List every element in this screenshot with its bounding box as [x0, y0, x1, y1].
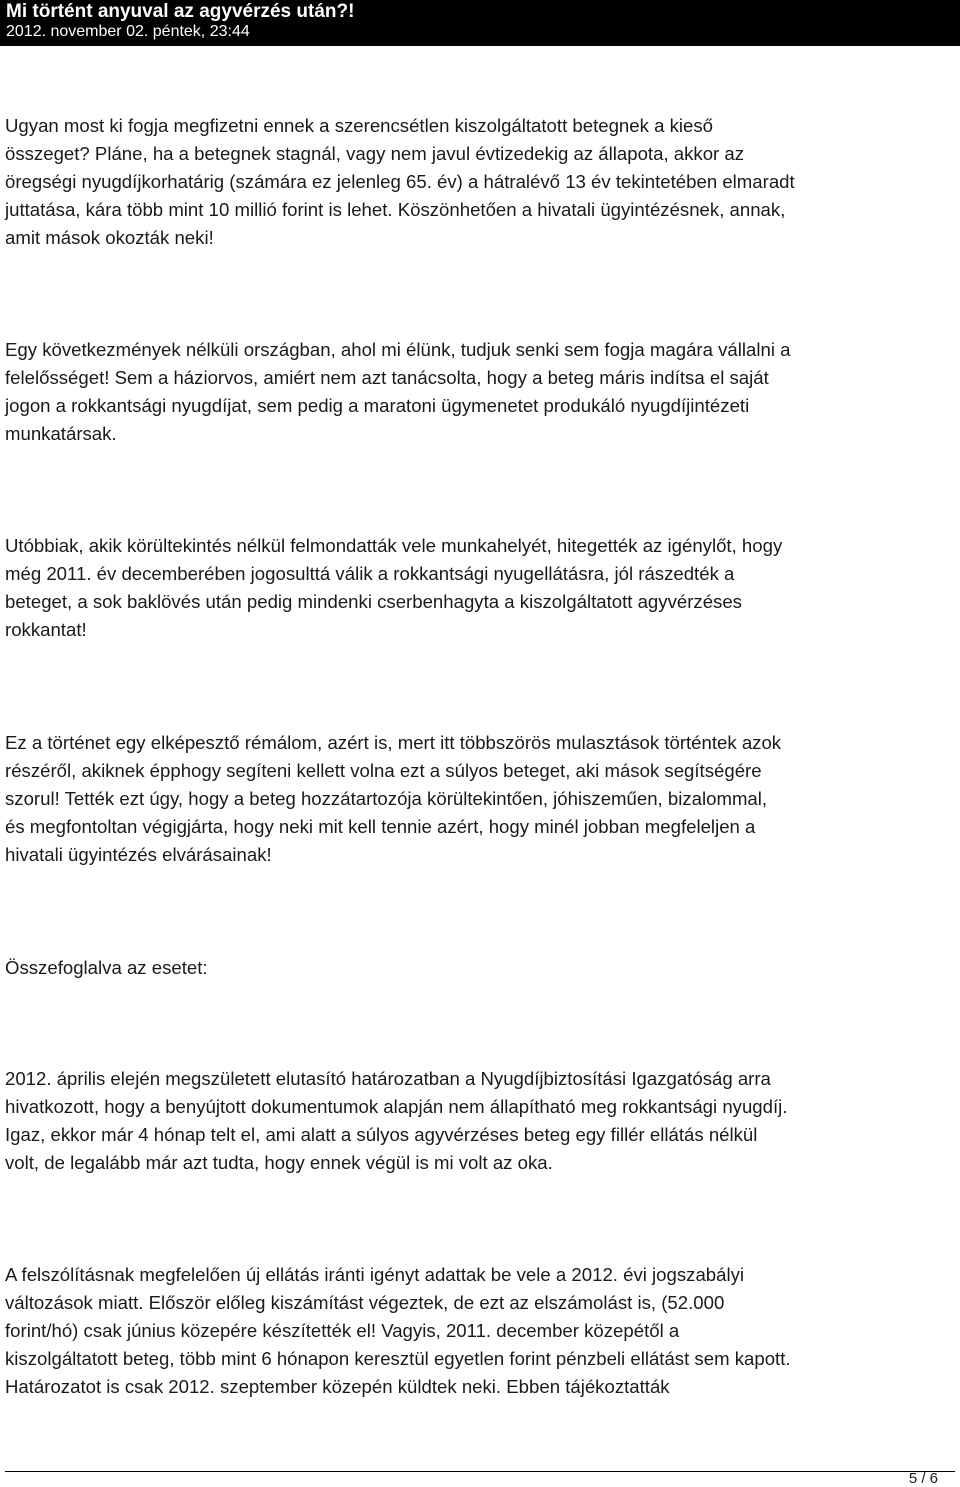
- paragraph-3: Utóbbiak, akik körültekintés nélkül felmondatták vele munkahelyét, hitegették az igénylőt, hogy még 2011. év decemberében jogosulttá válik a rokkantsági nyugellátásra, jól rászedték a beteget, a sok baklövés után pedig mindenki cserbenhagyta a kiszolgáltatott agyvérzéses rokkantat!: [5, 535, 783, 640]
- page-number: 5 / 6: [908, 1470, 938, 1487]
- article-title: Mi történt anyuval az agyvérzés után?!: [6, 1, 355, 22]
- footer-divider: [5, 1471, 955, 1472]
- page-header: [0, 0, 960, 46]
- paragraph-2: Egy következmények nélküli országban, ahol mi élünk, tudjuk senki sem fogja magára vállalni a felelősséget! Sem a háziorvos, amiért nem azt tanácsolta, hogy a beteg máris indítsa el saját jogon a rokkantsági nyugdíjat, sem pedig a maratoni ügymenetet produkáló nyugdíjintézeti munkatársak.: [5, 339, 791, 444]
- paragraph-5: 2012. április elején megszületett elutasító határozatban a Nyugdíjbiztosítási Igazgatóság arra hivatkozott, hogy a benyújtott dokumentumok alapján nem állapítható meg rokkantsági nyugdíj. Igaz, ekkor már 4 hónap telt el, ami alatt a súlyos agyvérzéses beteg egy fillér ellátás nélkül volt, de legalább már azt tudta, hogy ennek végül is mi volt az oka.: [5, 1068, 788, 1173]
- paragraph-6: A felszólításnak megfelelően új ellátás iránti igényt adattak be vele a 2012. évi jogszabályi változások miatt. Először előleg kiszámítást végeztek, de ezt az elszámolást is, (52.000 forint/hó) csak június közepére készítették el! Vagyis, 2011. december közepétől a kiszolgáltatott beteg, több mint 6 hónapon keresztül egyetlen forint pénzbeli ellátást sem kapott. Határozatot is csak 2012. szeptember közepén küldtek neki. Ebben tájékoztatták: [5, 1264, 791, 1397]
- section-heading: Összefoglalva az esetet:: [5, 957, 208, 978]
- article-date: 2012. november 02. péntek, 23:44: [6, 23, 250, 40]
- paragraph-4: Ez a történet egy elképesztő rémálom, azért is, mert itt többszörös mulasztások történtek azok részéről, akiknek épphogy segíteni kellett volna ezt a súlyos beteget, aki mások segítségére szorul! Tették ezt úgy, hogy a beteg hozzátartozója körültekintően, jóhiszeműen, bizalommal, és megfontoltan végigjárta, hogy neki mit kell tennie azért, hogy minél jobban megfeleljen a hivatali ügyintézés elvárásainak!: [5, 732, 782, 865]
- paragraph-1: Ugyan most ki fogja megfizetni ennek a szerencsétlen kiszolgáltatott betegnek a kieső összeget? Pláne, ha a betegnek stagnál, vagy nem javul évtizedekig az állapota, akkor az öregségi nyugdíjkorhatárig (számára ez jelenleg 65. év) a hátralévő 13 év tekintetében elmaradt juttatása, kára több mint 10 millió forint is lehet. Köszönhetően a hivatali ügyintézésnek, annak, amit mások okozták neki!: [5, 115, 795, 248]
